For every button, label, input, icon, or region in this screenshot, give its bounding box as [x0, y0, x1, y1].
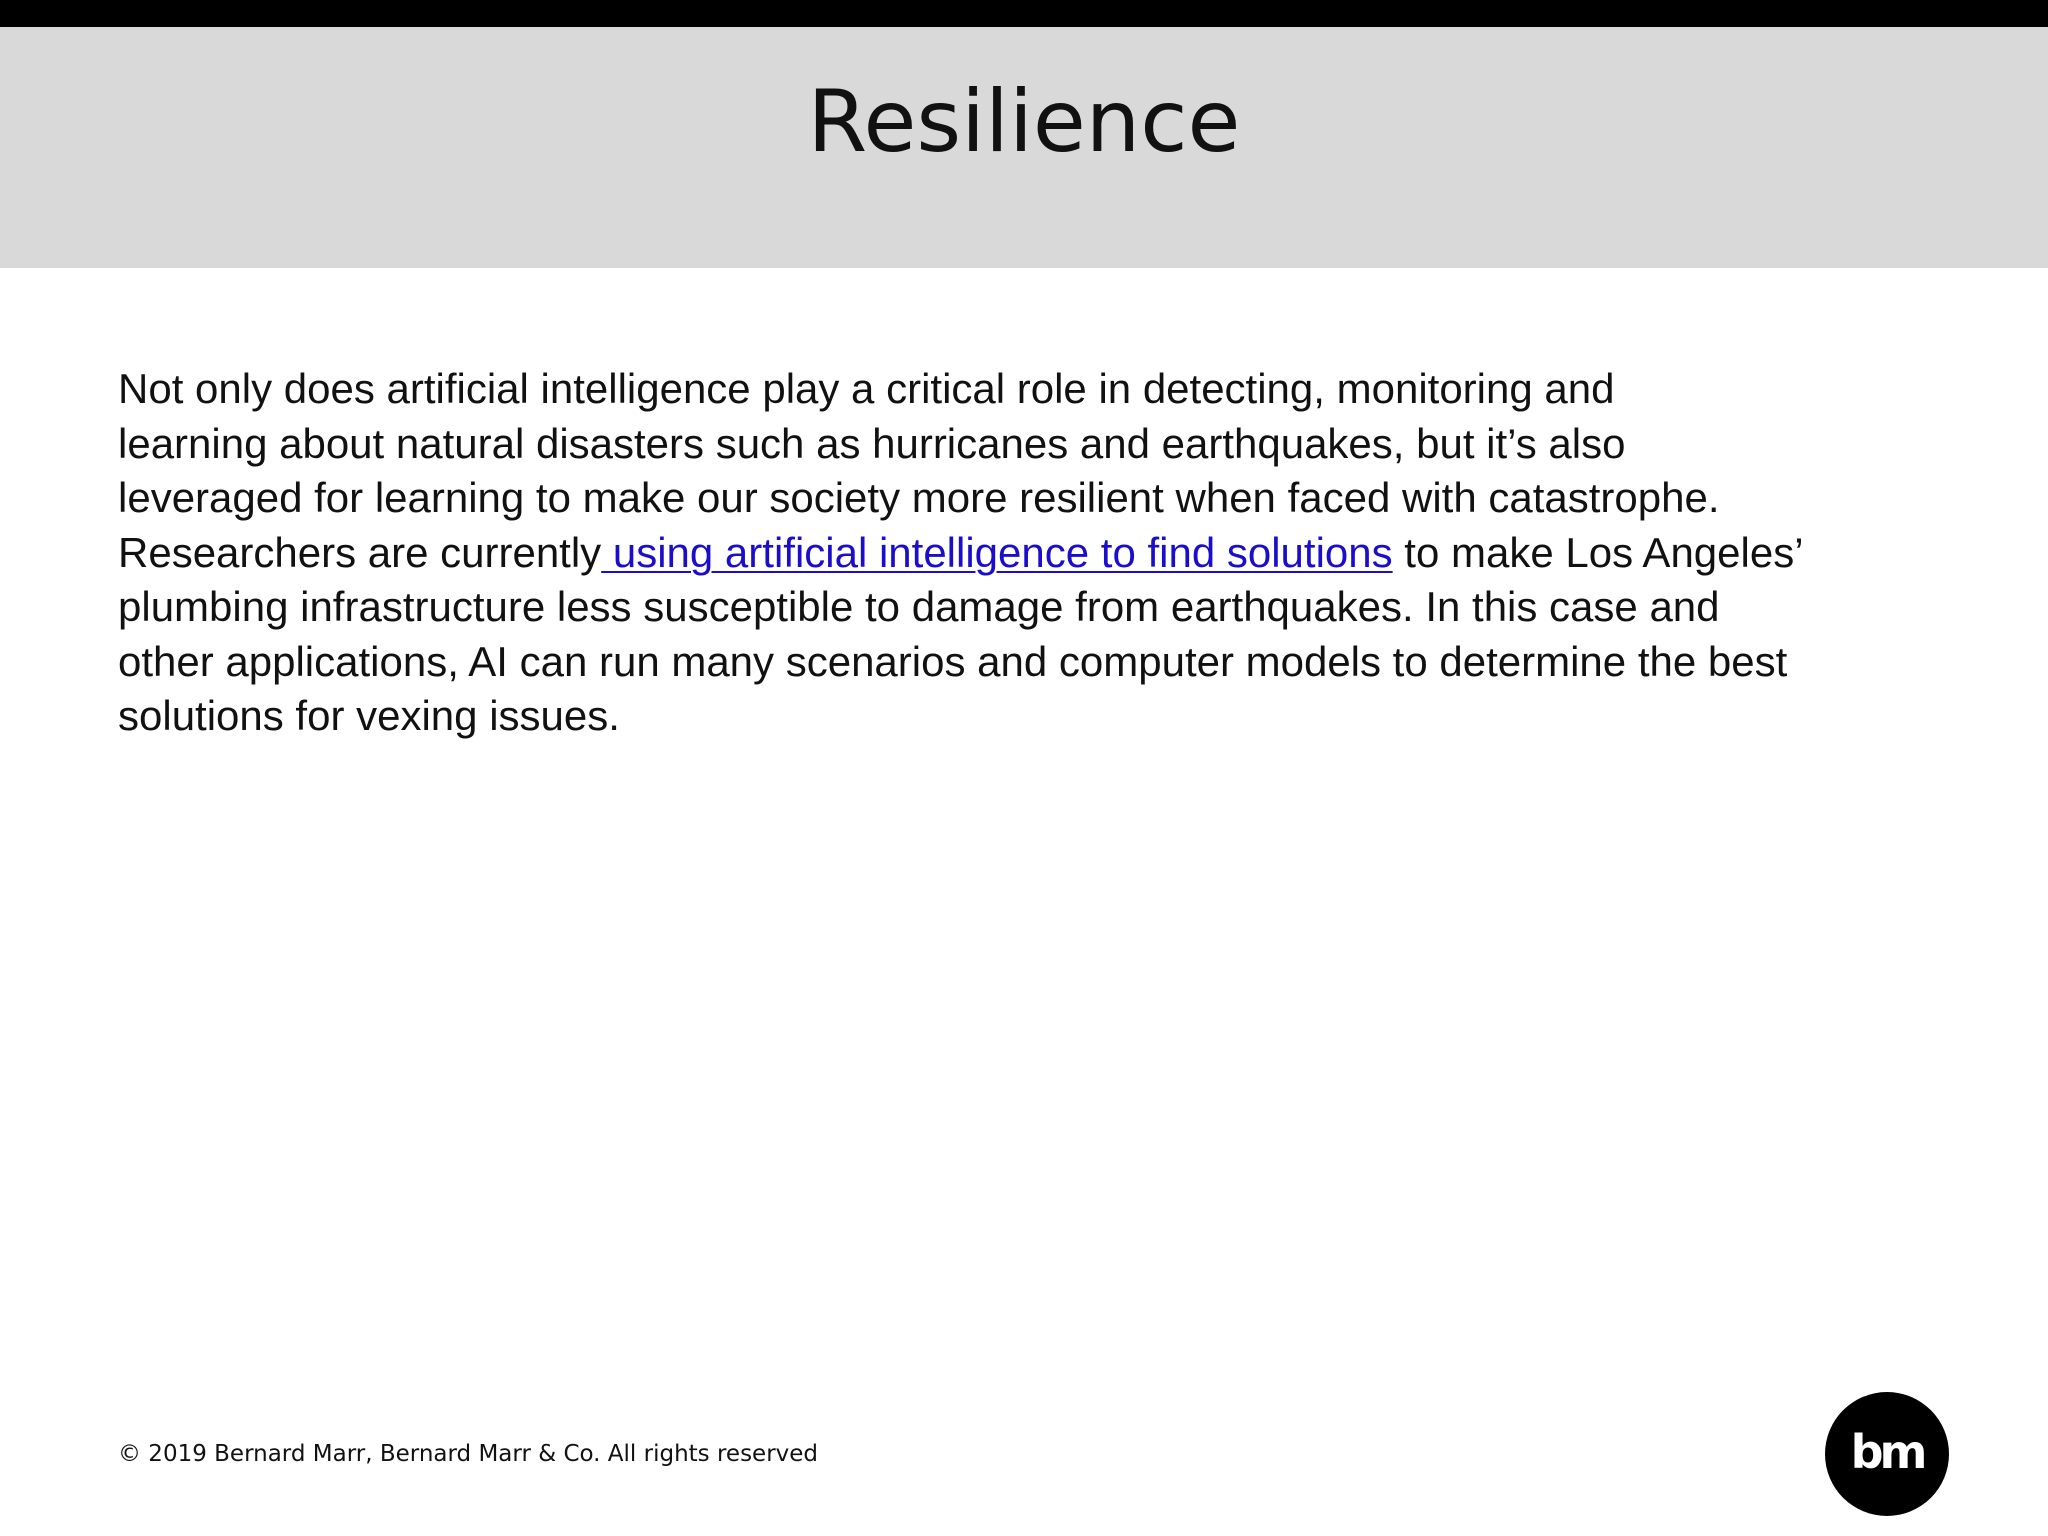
- body-line-3: leveraged for learning to make our society more resilient when faced with catastrophe.: [118, 474, 1720, 521]
- body-paragraph: [118, 362, 1948, 744]
- body-line-6: other applications, AI can run many scenarios and computer models to determine the best: [118, 637, 1788, 685]
- bm-logo-text: bm: [1850, 1425, 1924, 1479]
- body-line-7: solutions for vexing issues.: [118, 692, 620, 739]
- body-line-4-start: Researchers are currently: [118, 528, 602, 576]
- top-bar: [0, 0, 2048, 27]
- body-line-4-end: to make Los Angeles’: [1392, 528, 1804, 576]
- footer-copyright: © 2019 Bernard Marr, Bernard Marr & Co. All rights reserved: [118, 1441, 819, 1467]
- solutions-link[interactable]: using artificial intelligence to find solutions: [601, 528, 1393, 576]
- body-line-1: Not only does artificial intelligence play a critical role in detecting, monitoring and: [118, 365, 1615, 412]
- slide-title: Resilience: [807, 72, 1241, 172]
- body-line-5: plumbing infrastructure less susceptible to damage from earthquakes. In this case and: [118, 583, 1720, 630]
- bm-logo-icon: [1824, 1391, 1950, 1517]
- body-line-2: learning about natural disasters such as hurricanes and earthquakes, but it’s also: [118, 419, 1626, 467]
